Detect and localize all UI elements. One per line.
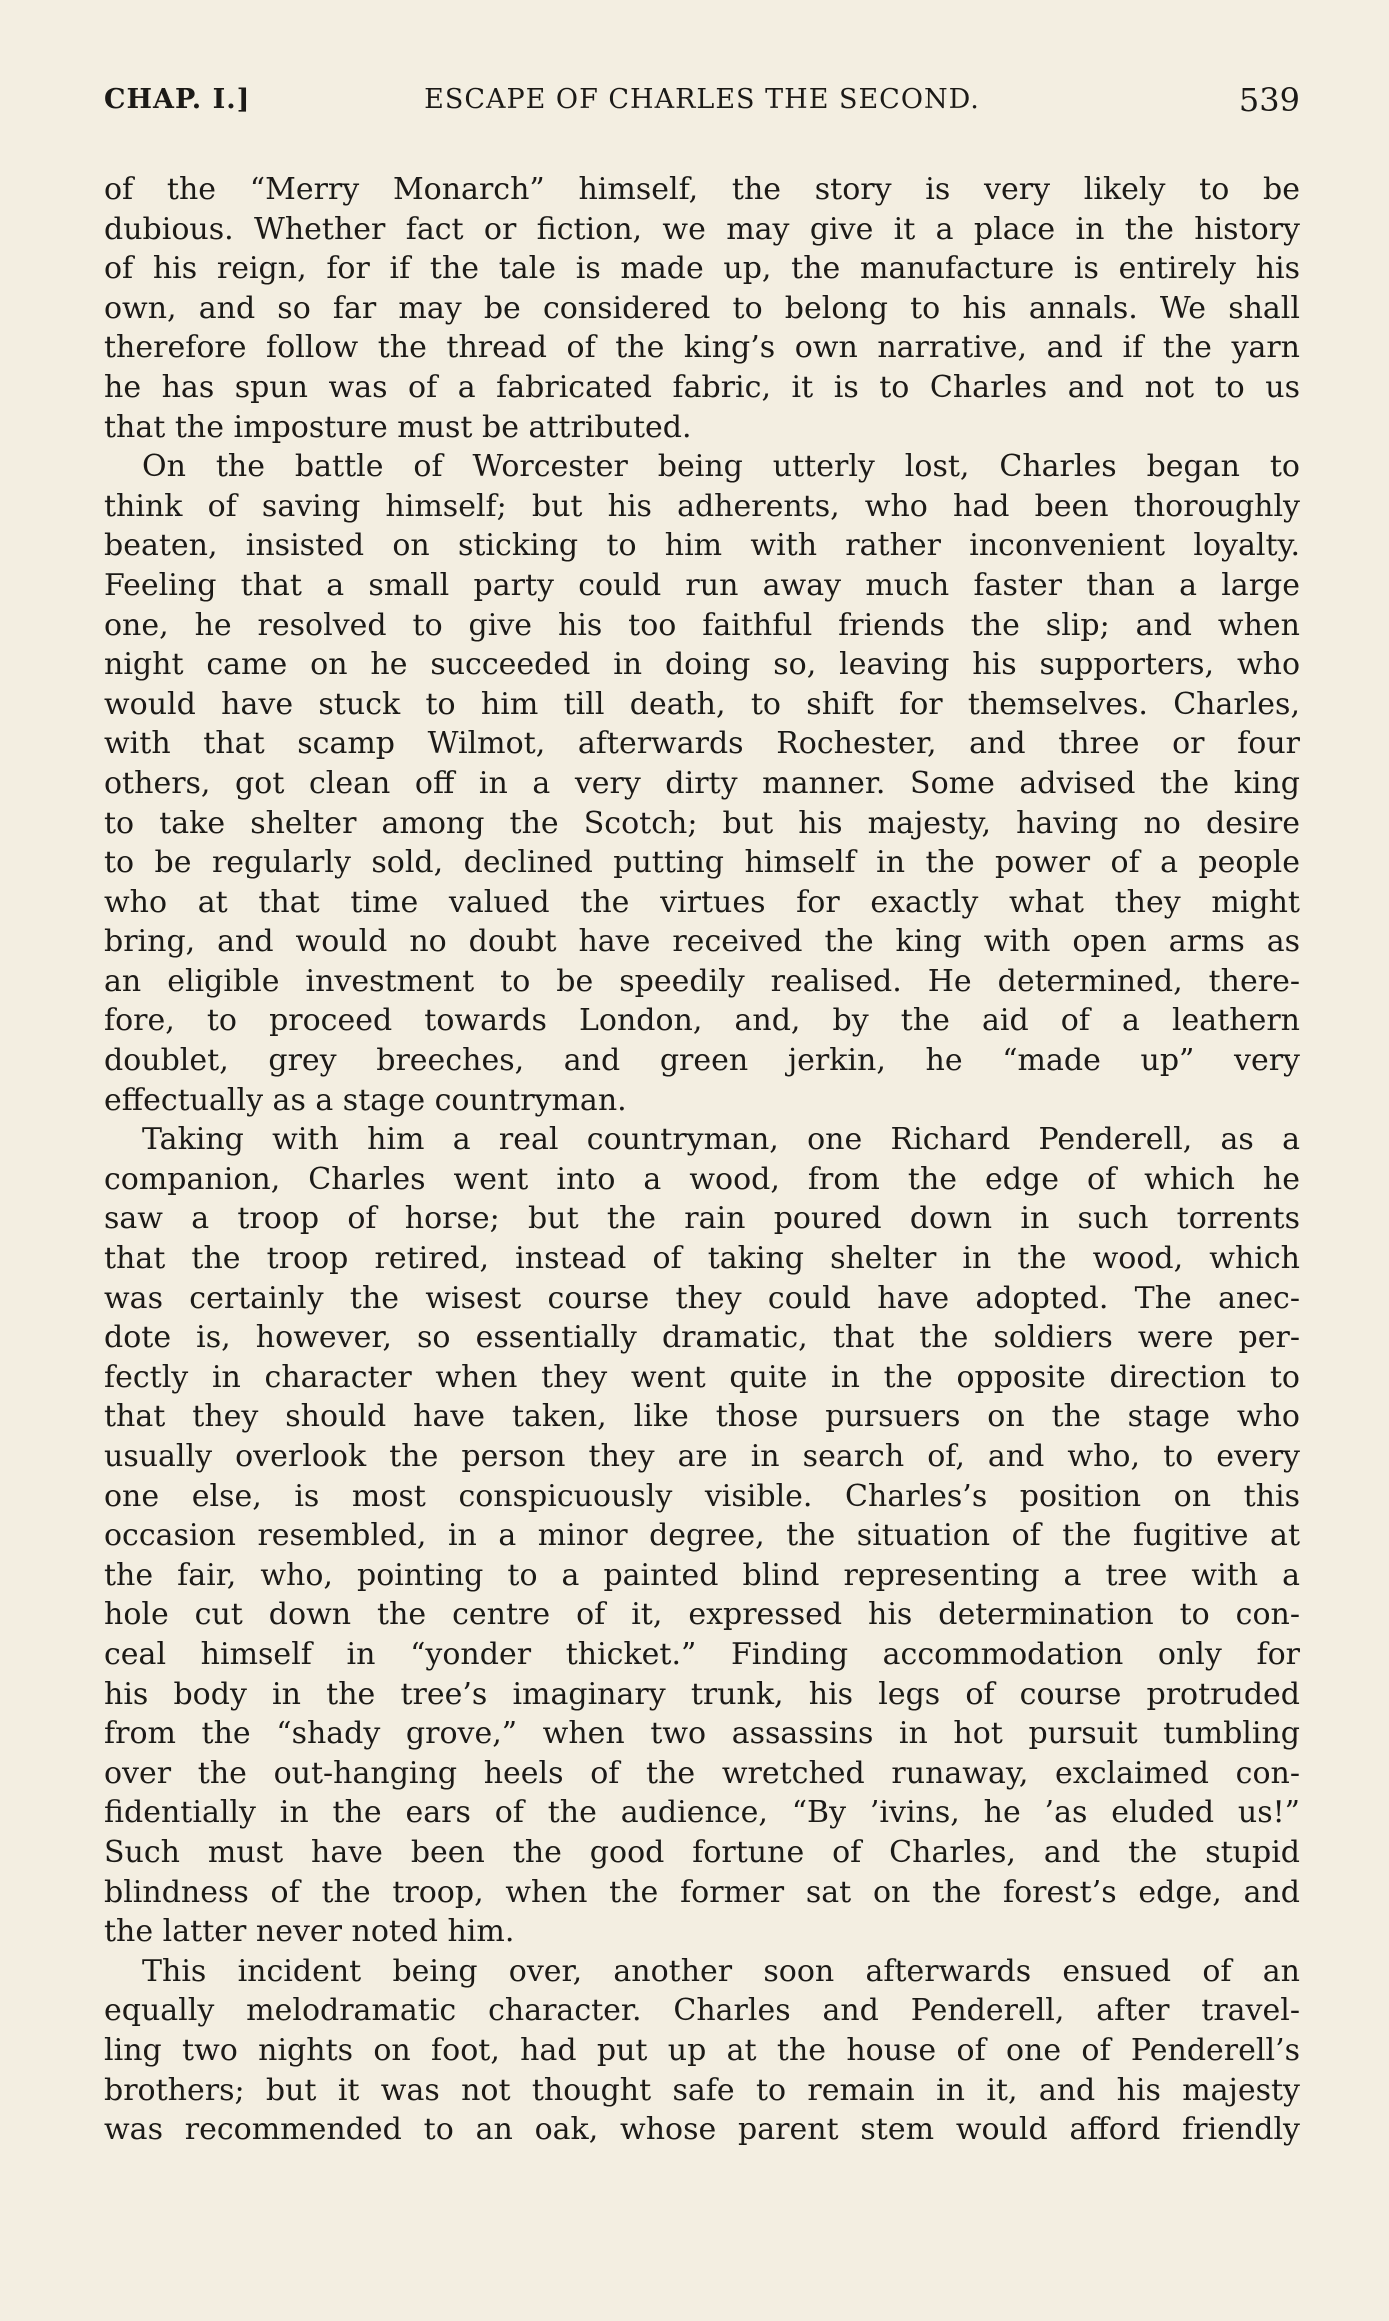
text-line: one else, is most conspicuously visible. Charles’s position on this (104, 1478, 1300, 1514)
text-line: that they should have taken, like those pursuers on the stage who (104, 1399, 1300, 1435)
text-line: night came on he succeeded in doing so, leaving his supporters, who (104, 647, 1300, 683)
text-line: doublet, grey breeches, and green jerkin, he “made up” very (104, 1043, 1300, 1079)
text-line: own, and so far may be considered to belong to his annals. We shall (104, 290, 1300, 326)
text-line: This incident being over, another soon afterwards ensued of an (142, 1953, 1300, 1989)
text-line: was recommended to an oak, whose parent stem would afford friendly (104, 2112, 1300, 2148)
text-line: an eligible investment to be speedily realised. He determined, there- (104, 963, 1300, 999)
text-line: blindness of the troop, when the former sat on the forest’s edge, and (104, 1874, 1300, 1910)
text-line: Taking with him a real countryman, one Richard Penderell, as a (142, 1122, 1300, 1158)
text-line: occasion resembled, in a minor degree, the situation of the fugitive at (104, 1518, 1300, 1554)
text-line: of his reign, for if the tale is made up, the manufacture is entirely his (104, 251, 1300, 287)
text-line: of the “Merry Monarch” himself, the story is very likely to be (104, 172, 1300, 207)
text-line: to be regularly sold, declined putting himself in the power of a people (104, 845, 1300, 881)
text-line: companion, Charles went into a wood, from the edge of which he (104, 1161, 1300, 1197)
text-line: fore, to proceed towards London, and, by the aid of a leathern (104, 1003, 1300, 1039)
text-line: On the battle of Worcester being utterly lost, Charles began to (142, 449, 1300, 485)
text-line: over the out-hanging heels of the wretched runaway, exclaimed con- (104, 1755, 1300, 1791)
paragraph (104, 170, 1300, 447)
text-line: Such must have been the good fortune of Charles, and the stupid (104, 1834, 1300, 1870)
chapter-marker: CHAP. I.] (104, 84, 251, 115)
text-line: fidentially in the ears of the audience, “By ’ivins, he ’as eluded us!” (104, 1795, 1300, 1831)
text-line: from the “shady grove,” when two assassins in hot pursuit tumbling (104, 1716, 1300, 1752)
text-line: hole cut down the centre of it, expressed his determination to con- (104, 1597, 1300, 1633)
text-line: the fair, who, pointing to a painted blind representing a tree with a (104, 1557, 1300, 1593)
text-line: dote is, however, so essentially dramatic, that the soldiers were per- (104, 1320, 1300, 1356)
text-line: with that scamp Wilmot, afterwards Rochester, and three or four (104, 726, 1300, 762)
text-line: equally melodramatic character. Charles and Penderell, after travel- (104, 1993, 1300, 2029)
text-line: was certainly the wisest course they could have adopted. The anec- (104, 1280, 1300, 1316)
page-number: 539 (1238, 81, 1300, 119)
text-line: his body in the tree’s imaginary trunk, his legs of course protruded (104, 1676, 1300, 1712)
text-line: brothers; but it was not thought safe to remain in it, and his majesty (104, 2072, 1300, 2108)
text-line: would have stuck to him till death, to shift for themselves. Charles, (104, 686, 1300, 722)
text-line: others, got clean off in a very dirty manner. Some advised the king (104, 765, 1300, 801)
text-line: beaten, insisted on sticking to him with rather inconvenient loyalty. (104, 528, 1300, 564)
running-title: ESCAPE OF CHARLES THE SECOND. (424, 84, 980, 115)
text-line: ceal himself in “yonder thicket.” Finding accommodation only for (104, 1636, 1300, 1672)
text-line: that the imposture must be attributed. (104, 409, 692, 445)
text-line: bring, and would no doubt have received the king with open arms as (104, 924, 1300, 960)
text-line: usually overlook the person they are in search of, and who, to every (104, 1439, 1300, 1474)
text-line: he has spun was of a fabricated fabric, it is to Charles and not to us (104, 369, 1300, 405)
text-line: the latter never noted him. (104, 1914, 515, 1950)
text-line: saw a troop of horse; but the rain poured down in such torrents (104, 1201, 1300, 1237)
running-header (104, 81, 1300, 124)
text-line: dubious. Whether fact or fiction, we may give it a place in the history (104, 211, 1300, 247)
text-line: Feeling that a small party could run away much faster than a large (104, 567, 1300, 603)
text-line: who at that time valued the virtues for exactly what they might (104, 884, 1300, 920)
text-line: that the troop retired, instead of taking shelter in the wood, which (104, 1241, 1300, 1277)
text-line: think of saving himself; but his adherents, who had been thoroughly (104, 488, 1300, 524)
paragraph (104, 1120, 1300, 1951)
text-line: ling two nights on foot, had put up at the house of one of Penderell’s (104, 2032, 1300, 2068)
text-line: therefore follow the thread of the king’s own narrative, and if the yarn (104, 330, 1300, 366)
paragraph (104, 447, 1300, 1120)
text-line: to take shelter among the Scotch; but his majesty, having no desire (104, 805, 1300, 841)
text-line: one, he resolved to give his too faithful friends the slip; and when (104, 607, 1300, 643)
body-text (104, 170, 1300, 2150)
text-line: effectually as a stage countryman. (104, 1082, 627, 1118)
text-line: fectly in character when they went quite in the opposite direction to (104, 1359, 1300, 1395)
paragraph (104, 1952, 1300, 2150)
